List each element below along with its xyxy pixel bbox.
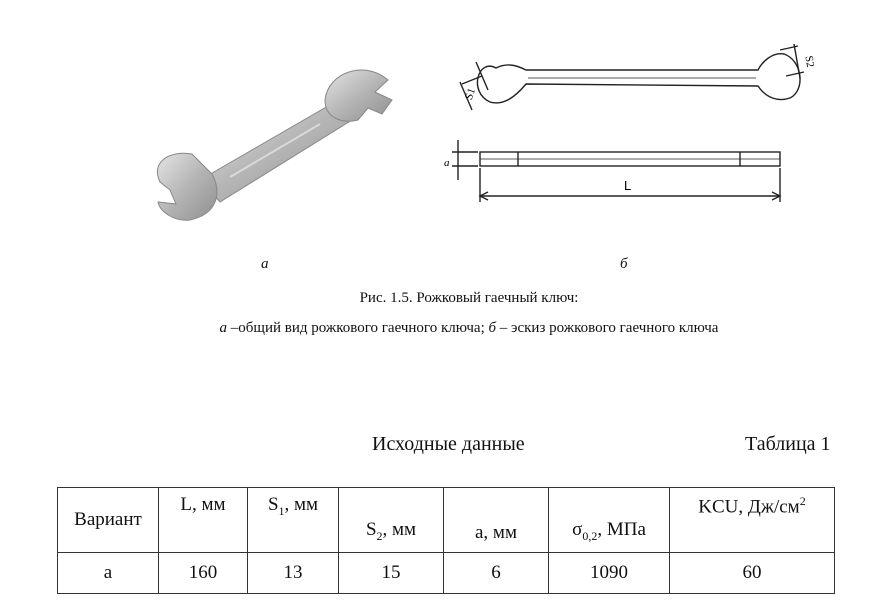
figure-caption-description [32,320,874,337]
header-kcu [670,488,835,553]
header-s2-unit: , мм [382,519,417,541]
figure-label-b: б [620,256,628,272]
table-number: Таблица 1 [745,433,831,455]
header-sigma-base: σ [572,519,583,541]
figure-caption-title: Рис. 1.5. Рожковый гаечный ключ: [359,290,579,306]
wrench-photo [130,62,410,227]
header-s2-base: S [365,519,377,541]
dim-a-label: a [444,157,450,169]
header-s1 [248,488,339,553]
header-a: a, мм [444,488,549,553]
header-variant: Вариант [58,488,159,553]
wrench-sketch [438,40,818,210]
caption-text-b: – эскиз рожкового гаечного ключа [496,320,719,336]
header-kcu-base: KCU, Дж/см [698,496,800,518]
dim-s2-label: S2 [802,54,817,69]
header-kcu-sup: 2 [799,494,806,508]
cell-l: 160 [159,553,248,594]
caption-letter-b: б [488,320,497,336]
cell-s1: 13 [248,553,339,594]
header-sigma-sub: 0,2 [582,529,598,543]
cell-s2: 15 [339,553,444,594]
cell-kcu: 60 [670,553,835,594]
header-s1-sub: 1 [278,503,285,518]
header-s1-unit: , мм [284,494,319,515]
table-row [58,553,835,594]
header-sigma-unit: , МПа [597,519,646,541]
figure-label-a: а [261,256,269,272]
header-s2 [339,488,444,553]
table-header-row [58,488,835,553]
cell-a: 6 [444,553,549,594]
caption-text-a: –общий вид рожкового гаечного ключа; [227,320,489,336]
header-s2-sub: 2 [376,529,383,543]
input-data-table [57,487,835,594]
header-l: L, мм [159,488,248,553]
header-sigma [549,488,670,553]
header-s1-base: S [267,494,279,515]
dim-s1-label: S1 [462,86,479,102]
table-title: Исходные данные [372,433,525,455]
cell-variant: а [58,553,159,594]
cell-sigma: 1090 [549,553,670,594]
dim-l-label: L [624,178,632,193]
caption-letter-a: а [219,320,228,336]
